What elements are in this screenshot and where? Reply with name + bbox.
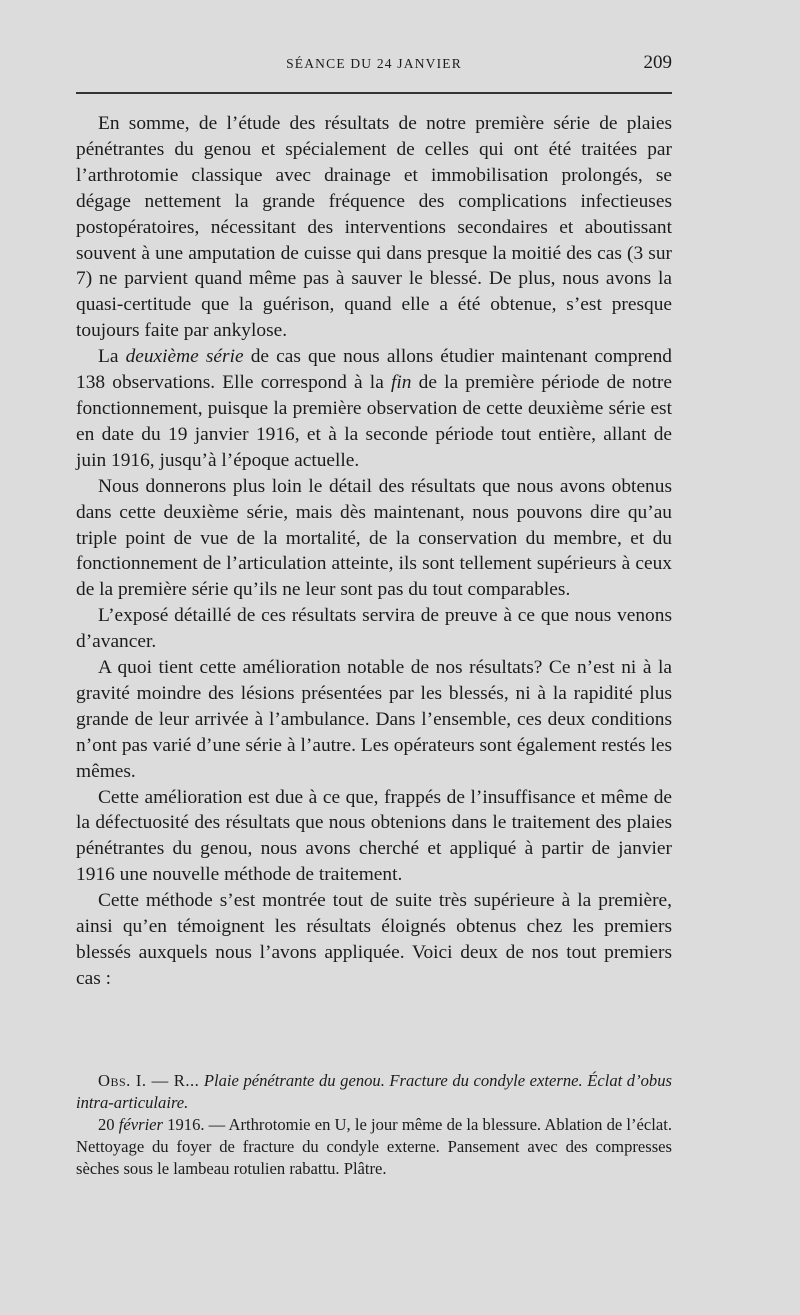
- paragraph-2-start: La: [98, 346, 126, 368]
- paragraph-4: L’exposé détaillé de ces résultats servira de preuve à ce que nous venons d’avancer.: [76, 605, 672, 653]
- observation-heading: [76, 1070, 672, 1114]
- italic-deuxieme-serie: deuxième série: [125, 346, 244, 368]
- observation-body: [76, 1114, 672, 1180]
- running-head: SÉANCE DU 24 JANVIER: [286, 56, 462, 71]
- observation-title: Plaie pénétrante du genou. Fracture du condyle externe. Éclat d’obus intra-articulaire.: [76, 1071, 672, 1112]
- paragraph-3: Nous donnerons plus loin le détail des résultats que nous avons obtenus dans cette deuxième série, mais dès maintenant, nous pouvons dire qu’au triple point de vue de la mortalité, de la conservation du membre, et du fonctionnement de l’articulation atteinte, ils sont tellement supérieurs à ceux de la première série qu’ils ne leur sont pas du tout comparables.: [76, 475, 672, 601]
- main-text: [76, 111, 672, 992]
- observation-label: Obs. I. — R...: [98, 1071, 200, 1090]
- observation-text: 1916. — Arthrotomie en U, le jour même de la blessure. Ablation de l’éclat. Nettoyage du foyer de fracture du condyle externe. Pansement avec des compresses sèches sous le lambeau rotulien rabattu. Plâtre.: [76, 1115, 672, 1178]
- paragraph-2-end: de la première période de notre fonctionnement, puisque la première observation de cette deuxième série est en date du 19 janvier 1916, et à la seconde période tout entière, allant de juin 1916, jusqu’à l’époque actuelle.: [76, 372, 672, 471]
- paragraph-2-mid: de cas que nous allons étudier maintenant comprend 138 observations. Elle correspond à la: [76, 346, 672, 394]
- page-number: 209: [643, 52, 672, 73]
- observation-month: février: [118, 1115, 163, 1134]
- italic-fin: fin: [390, 372, 412, 394]
- paragraph-5: A quoi tient cette amélioration notable de nos résultats? Ce n’est ni à la gravité moindre des lésions présentées par les blessés, ni à la rapidité plus grande de leur arrivée à l’ambulance. Dans l’ensemble, ces deux conditions n’ont pas varié d’une série à l’autre. Les opérateurs sont également restés les mêmes.: [76, 657, 672, 782]
- page-header: [76, 52, 672, 78]
- header-rule: [76, 92, 672, 94]
- paragraph-6: Cette amélioration est due à ce que, frappés de l’insuffisance et même de la défectuosité des résultats que nous obtenions dans le traitement des plaies pénétrantes du genou, nous avons cherché et appliqué à partir de janvier 1916 une nouvelle méthode de traitement.: [76, 786, 672, 886]
- paragraph-7: Cette méthode s’est montrée tout de suite très supérieure à la première, ainsi qu’en témoignent les résultats éloignés obtenus chez les premiers blessés auxquels nous l’avons appliquée. Voici deux de nos tout premiers cas :: [76, 890, 672, 989]
- observation-notes: [76, 1070, 672, 1180]
- paragraph-2: [76, 344, 672, 474]
- paragraph-1: En somme, de l’étude des résultats de notre première série de plaies pénétrantes du genou et spécialement de celles qui ont été traitées par l’arthrotomie classique avec drainage et immobilisation prolongés, se dégage nettement la grande fréquence des complications infectieuses postopératoires, nécessitant des interventions secondaires et aboutissant souvent à une amputation de cuisse qui dans presque la moitié des cas (3 sur 7) ne parvient quand même pas à sauver le blessé. De plus, nous avons la quasi-certitude que la guérison, quand elle a été obtenue, s’est presque toujours faite par ankylose.: [76, 113, 672, 342]
- observation-day: 20: [98, 1115, 115, 1134]
